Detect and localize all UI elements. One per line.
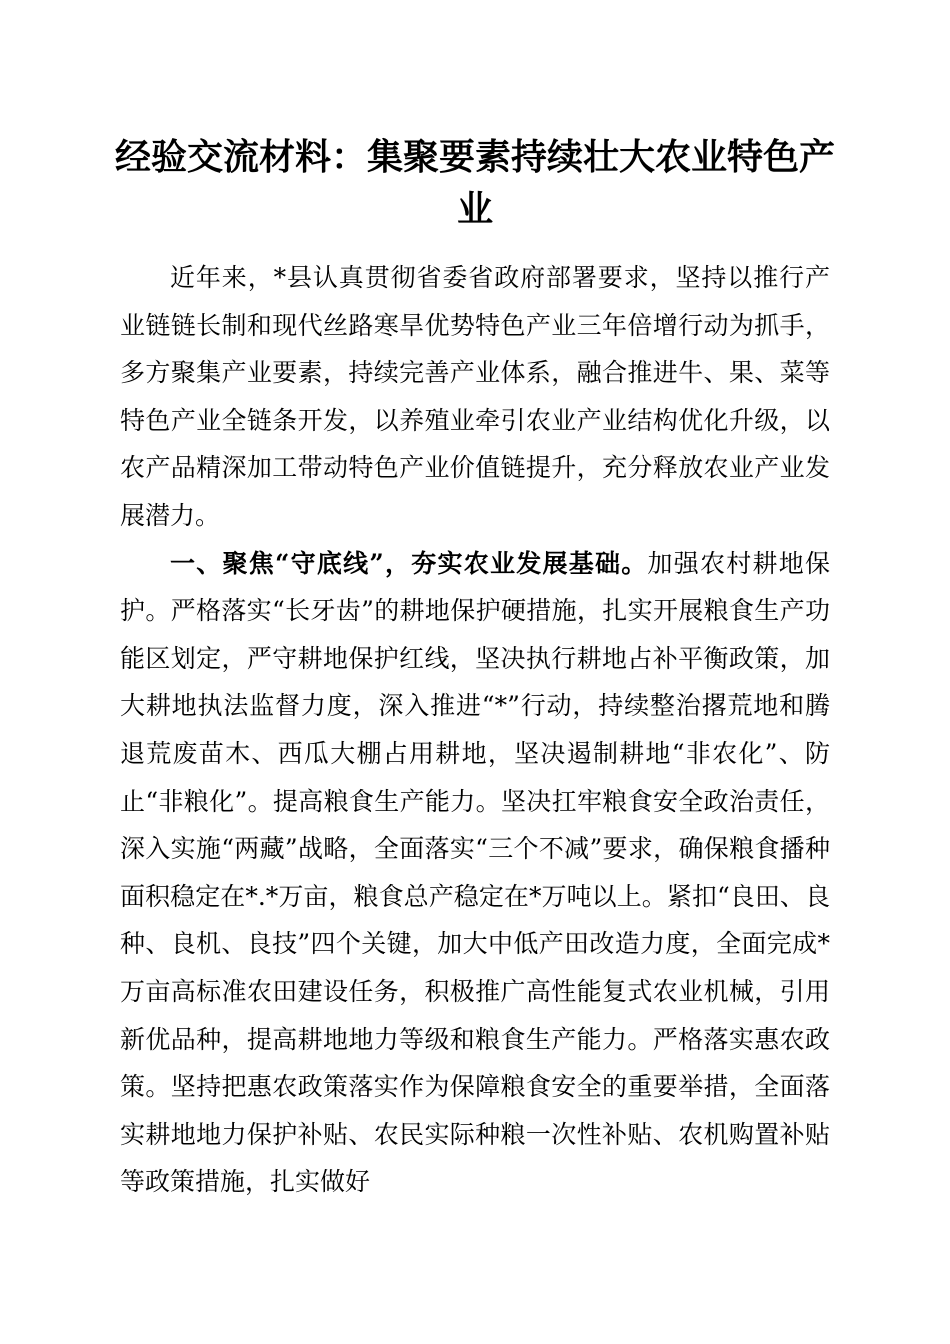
section-1-heading: 一、聚焦“守底线”，夯实农业发展基础。 — [170, 548, 648, 578]
section-1-text: 加强农村耕地保护。严格落实“长牙齿”的耕地保护硬措施，扎实开展粮食生产功能区划定，严守耕地保护红线，坚决执行耕地占补平衡政策，加大耕地执法监督力度，深入推进“*”行动，持续整治撂荒地和腾退荒废苗木、西瓜大棚占用耕地，坚决遏制耕地“非农化”、防止“非粮化”。提高粮食生产能力。坚决扛牢粮食安全政治责任，深入实施“两藏”战略，全面落实“三个不减”要求，确保粮食播种面积稳定在*.*万亩，粮食总产稳定在*万吨以上。紧扣“良田、良种、良机、良技”四个关键，加大中低产田改造力度，全面完成*万亩高标准农田建设任务，积极推广高性能复式农业机械，引用新优品种，提高耕地地力等级和粮食生产能力。严格落实惠农政策。坚持把惠农政策落实作为保障粮食安全的重要举措，全面落实耕地地力保护补贴、农民实际种粮一次性补贴、农机购置补贴等政策措施，扎实做好 — [120, 548, 830, 1197]
document-title: 经验交流材料：集聚要素持续壮大农业特色产业 — [114, 136, 835, 230]
intro-paragraph: 近年来，*县认真贯彻省委省政府部署要求，坚持以推行产业链链长制和现代丝路寒旱优势特色产业三年倍增行动为抓手，多方聚集产业要素，持续完善产业体系，融合推进牛、果、菜等特色产业全链条开发，以养殖业牵引农业产业结构优化升级，以农产品精深加工带动特色产业价值链提升，充分释放农业产业发展潜力。 — [120, 263, 830, 530]
section-1-paragraph — [120, 540, 830, 1206]
document-body — [120, 254, 830, 1206]
